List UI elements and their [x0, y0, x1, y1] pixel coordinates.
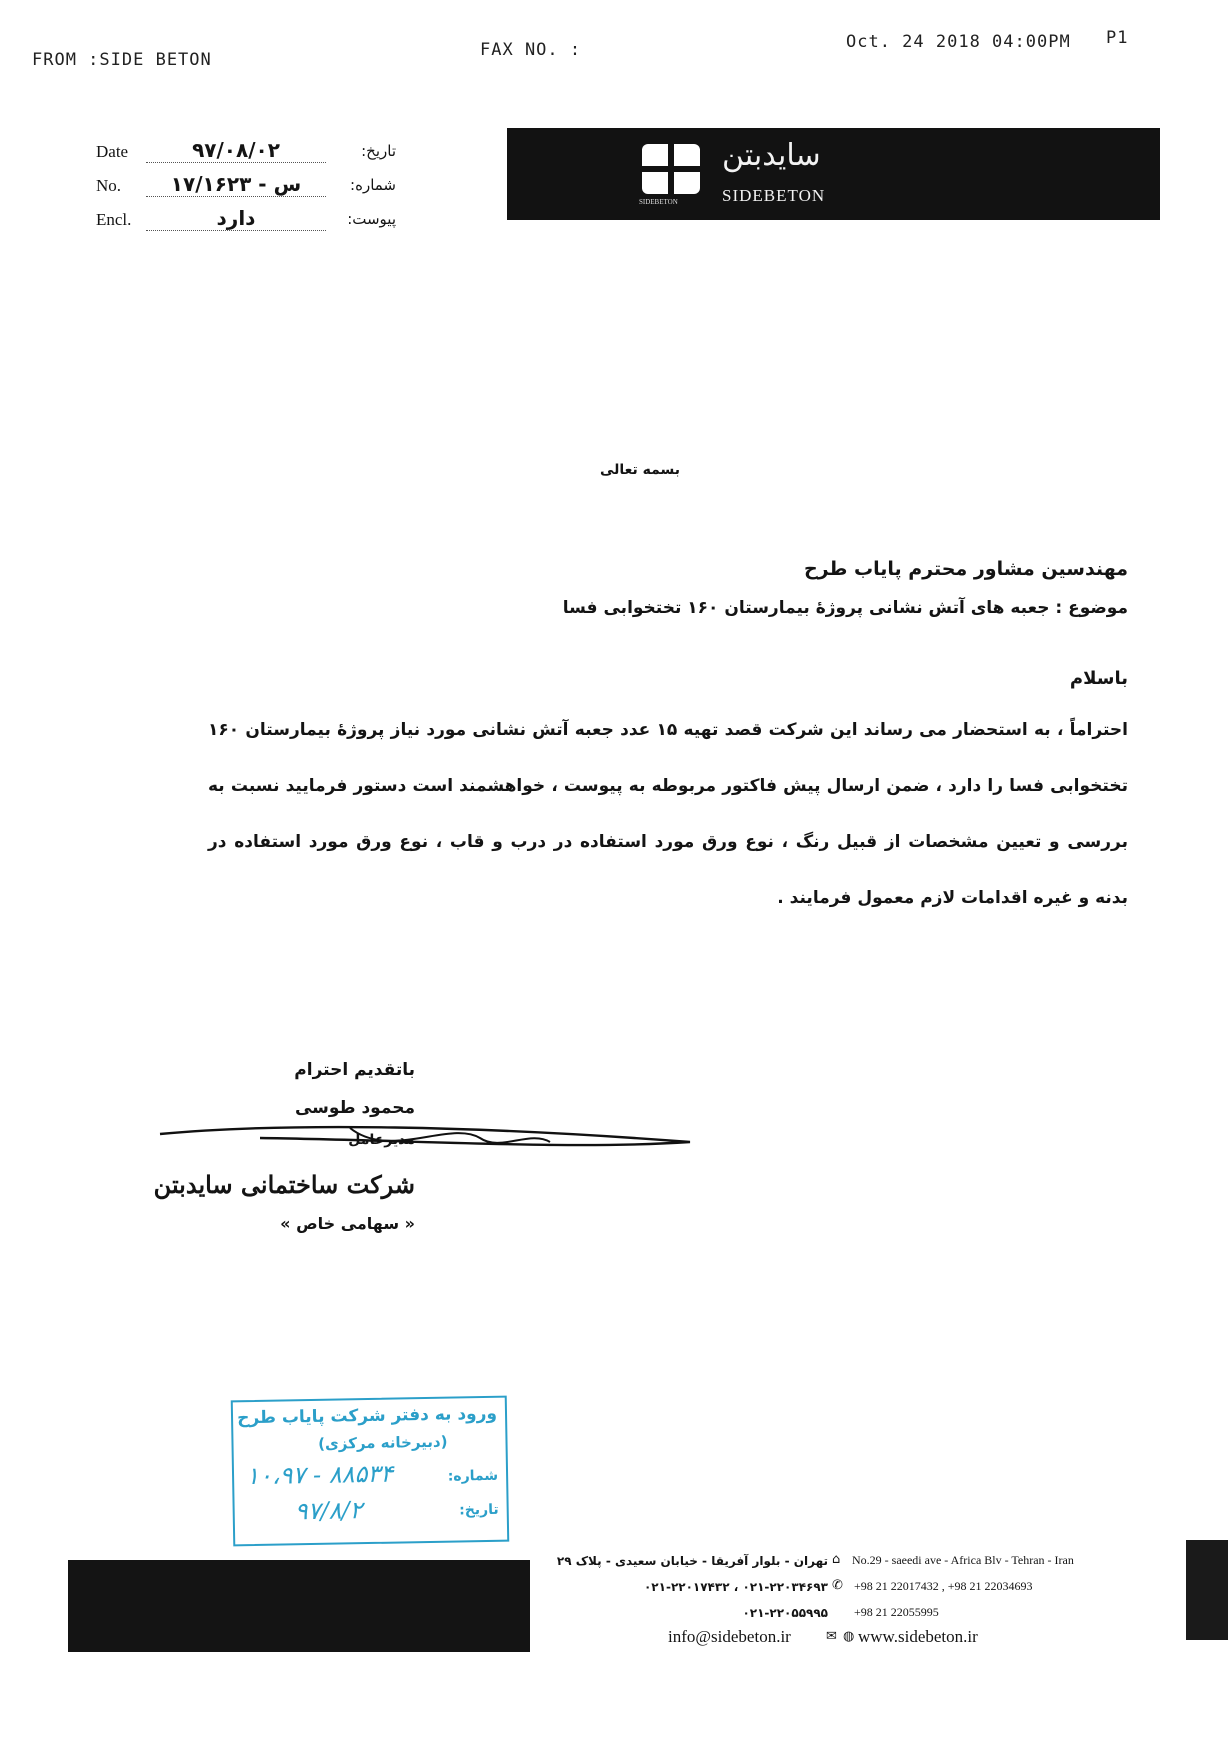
footer-email[interactable]: info@sidebeton.ir [668, 1627, 791, 1646]
stamp-title: ورود به دفتر شرکت پایاب طرح [236, 1403, 498, 1429]
fax-datetime: Oct. 24 2018 04:00PM [846, 32, 1071, 52]
signature-scribble [150, 1120, 700, 1190]
signatory-title: مدیرعامل [348, 1132, 415, 1148]
number-value: ۱۷/۱۶۲۳ - س [146, 172, 326, 197]
number-label-en: No. [96, 176, 122, 195]
footer-fax-fa: ۰۲۱-۲۲۰۵۵۹۹۵ [742, 1606, 828, 1620]
date-label-fa: تاریخ: [361, 142, 396, 160]
date-value: ۹۷/۰۸/۰۲ [146, 138, 326, 163]
logo-small-text: SIDEBETON [639, 198, 678, 206]
logo-name-en: SIDEBETON [722, 186, 826, 205]
subject-line: موضوع : جعبه های آتش نشانی پروژۀ بیمارستان ۱۶۰ تختخوابی فسا [562, 598, 1128, 618]
footer-fax-en: +98 21 22055995 [854, 1605, 939, 1619]
date-label-en: Date [96, 142, 129, 161]
footer-website[interactable]: www.sidebeton.ir [858, 1627, 978, 1646]
stamp-number-value: ۱۰،۹۷ - ۸۸۵۳۴ [245, 1459, 394, 1491]
phone-icon: ✆ [832, 1578, 843, 1593]
fax-number-label: FAX NO. : [480, 40, 582, 60]
sidebeton-logo-icon [642, 144, 700, 194]
footer-phones-en: +98 21 22017432 , +98 21 22034693 [854, 1579, 1033, 1593]
signatory-name: محمود طوسی [294, 1098, 415, 1118]
received-stamp [231, 1396, 510, 1547]
bismillah: بسمه تعالی [599, 462, 681, 478]
web-icon: ◍ [843, 1629, 855, 1644]
stamp-number-label: شماره: [447, 1467, 499, 1485]
enclosure-label-fa: پیوست: [347, 210, 396, 228]
stamp-date-value: ۹۷/۸/۲ [294, 1496, 363, 1526]
number-row [96, 172, 396, 206]
company-seal-name: شرکت ساختمانی سایدبتن [153, 1170, 415, 1199]
greeting: باسلام [1069, 668, 1128, 689]
enclosure-label-en: Encl. [96, 210, 132, 229]
footer-phones-fa: ۰۲۱-۲۲۰۳۴۶۹۳ ، ۰۲۱-۲۲۰۱۷۴۳۲ [643, 1580, 828, 1594]
number-label-fa: شماره: [350, 176, 396, 194]
fax-from: FROM :SIDE BETON [32, 50, 212, 70]
stamp-date-label: تاریخ: [459, 1501, 499, 1519]
closing-phrase: باتقدیم احترام [294, 1060, 415, 1080]
body-paragraph: احتراماً ، به استحضار می رساند این شرکت قصد تهیه ۱۵ عدد جعبه آتش نشانی مورد نیاز پروژۀ بیمارستان ۱۶۰ تختخوابی فسا را دارد ، ضمن ارسال پیش فاکتور مربوطه به پیوست ، خواهشمند است دستور فرمایید نسبت به بررسی و تعیین مشخصات از قبیل رنگ ، نوع ورق مورد استفاده در درب و قاب ، نوع ورق مورد استفاده در بدنه و غیره اقدامات لازم معمول فرمایند . [208, 720, 1128, 908]
company-type: « سهامی خاص » [280, 1214, 415, 1233]
stamp-subtitle: (دبیرخانه مرکزی) [318, 1432, 448, 1453]
logo-name-fa: سایدبتن [722, 138, 821, 173]
footer-address-fa: تهران - بلوار آفریقا - خیابان سعیدی - پلاک ۲۹ [556, 1554, 828, 1568]
date-row [96, 138, 396, 172]
enclosure-row [96, 206, 396, 240]
logo-banner [507, 128, 1160, 220]
enclosure-value: دارد [146, 206, 326, 231]
fax-page: P1 [1106, 28, 1129, 48]
recipient: مهندسین مشاور محترم پایاب طرح [803, 558, 1128, 580]
footer-edge-bar [1186, 1540, 1228, 1640]
footer-bar [68, 1560, 530, 1652]
home-icon: ⌂ [832, 1552, 841, 1567]
footer-address-en: No.29 - saeedi ave - Africa Blv - Tehran - Iran [852, 1553, 1074, 1567]
email-icon: ✉ [826, 1629, 837, 1644]
